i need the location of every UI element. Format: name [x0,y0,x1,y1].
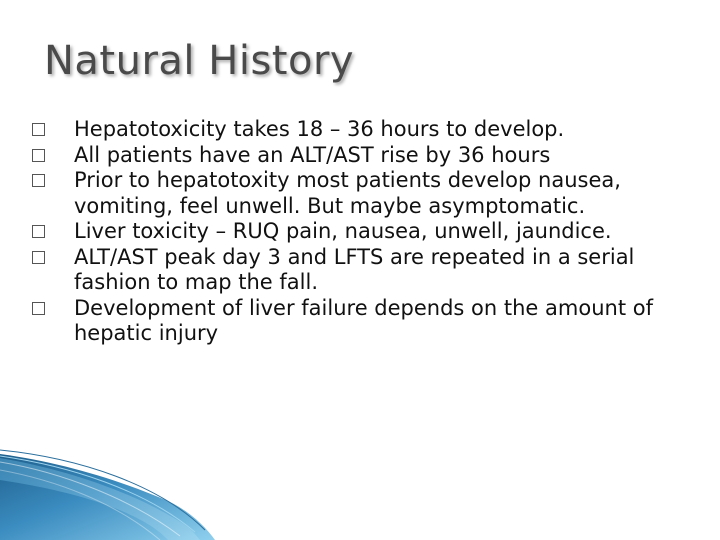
checkbox-bullet-icon [32,302,45,315]
checkbox-bullet-icon [32,251,45,264]
bullet-item [32,143,692,169]
bullet-item [32,296,692,347]
bullet-item [32,117,692,143]
checkbox-bullet-icon [32,225,45,238]
bullet-item [32,245,692,296]
checkbox-bullet-icon [32,123,45,136]
checkbox-bullet-icon [32,149,45,162]
bullet-text: Liver toxicity – RUQ pain, nausea, unwell, jaundice. [74,219,612,243]
decorative-wave-graphic [0,440,720,540]
slide-title: Natural History [44,38,355,84]
bullet-text: All patients have an ALT/AST rise by 36 hours [74,142,551,167]
bullet-text: Prior to hepatotoxity most patients develop nausea, vomiting, feel unwell. But maybe asymptomatic. [74,168,621,218]
checkbox-bullet-icon [32,174,45,187]
bullet-item [32,219,692,245]
bullet-text: Development of liver failure depends on the amount of hepatic injury [74,295,653,345]
bullet-list [32,117,692,347]
bullet-text: ALT/AST peak day 3 and LFTS are repeated in a serial fashion to map the fall. [74,244,635,294]
bullet-item [32,168,692,219]
bullet-text: Hepatotoxicity takes 18 – 36 hours to develop. [74,117,565,141]
